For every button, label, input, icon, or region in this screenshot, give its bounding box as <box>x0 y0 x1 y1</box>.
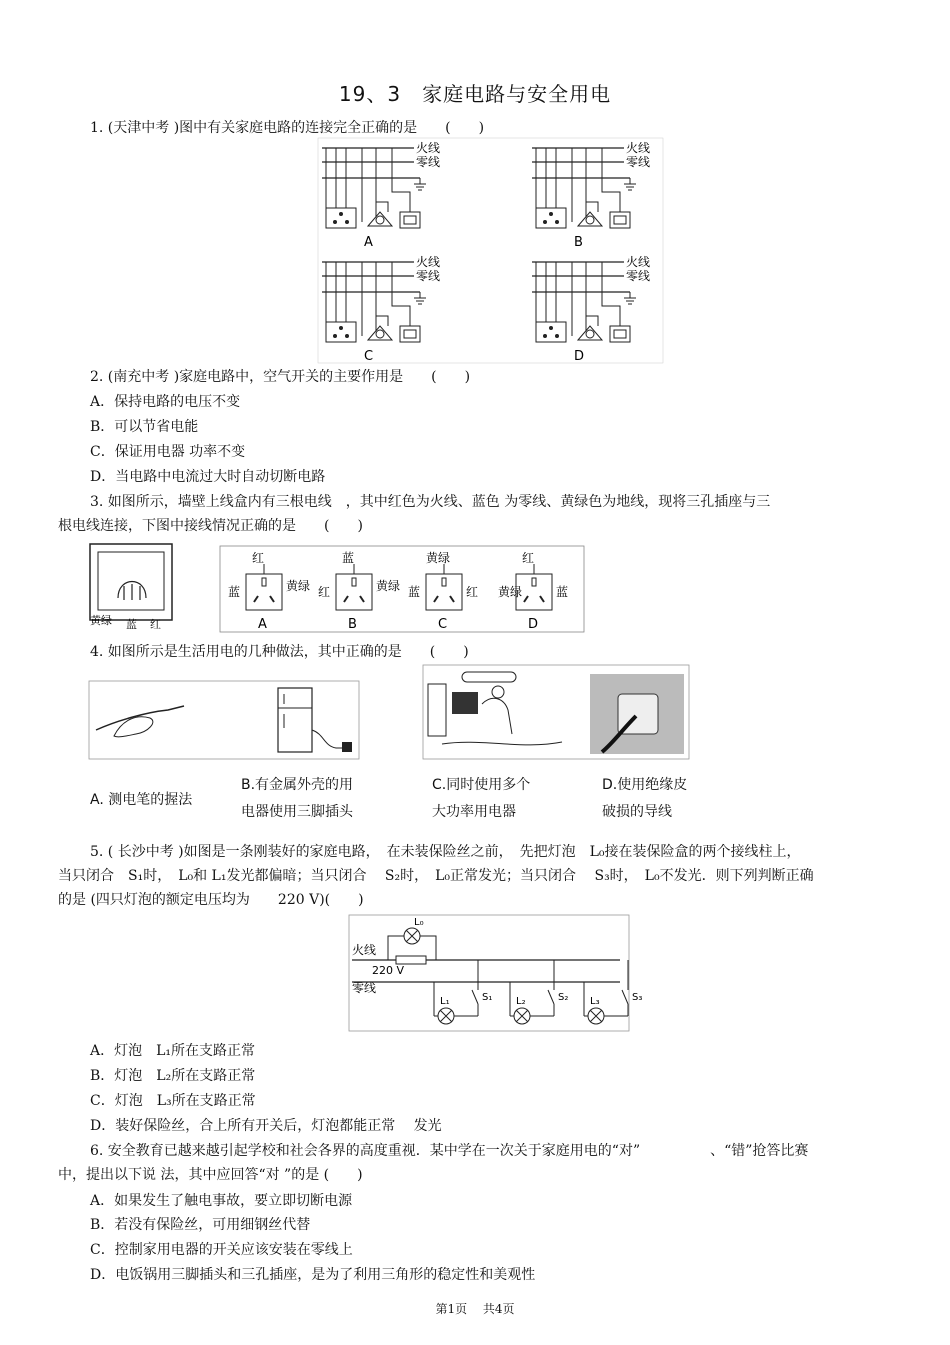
question-5-option-d: D．装好保险丝，合上所有开关后，灯泡都能正常 发光 <box>90 1118 442 1134</box>
socket-left-wire-label: 红 <box>318 585 331 599</box>
socket-option-label: D <box>528 617 539 632</box>
ground-icon <box>414 178 426 190</box>
ground-icon <box>624 292 636 304</box>
appliance-icon <box>428 684 446 736</box>
question-5-option-a: A．灯泡 L₁所在支路正常 <box>90 1043 256 1059</box>
question-2-option-d: D．当电路中电流过大时自动切断电路 <box>90 469 326 485</box>
three-hole-socket-icon <box>536 322 566 342</box>
question-4-option-d-line2: 破损的导线 <box>602 804 672 820</box>
neutral-wire-label: 零线 <box>626 269 651 283</box>
question-6-option-c: C．控制家用电器的开关应该安装在零线上 <box>90 1242 353 1258</box>
question-5-line2: 当只闭合 S₁时， L₀和 L₁发光都偏暗；当只闭合 S₂时， L₀正常发光；当只闭合 S₃时， L₀不发光．则下列判断正确 <box>58 868 814 884</box>
wire-label-blue: 蓝 <box>126 618 137 631</box>
question-2-option-c: C．保证用电器 功率不变 <box>90 444 246 460</box>
circuit-panel-label: C <box>364 349 374 364</box>
switch-icon <box>610 326 630 342</box>
neutral-wire-label: 零线 <box>352 981 377 995</box>
question-1-figure <box>318 138 663 363</box>
question-4-figure-cd <box>422 664 690 760</box>
socket-right-wire-label: 蓝 <box>556 585 569 599</box>
question-6-option-b: B．若没有保险丝，可用细钢丝代替 <box>90 1217 311 1233</box>
question-6-option-a: A．如果发生了触电事故，要立即切断电源 <box>90 1193 353 1209</box>
lamp-label: L₁ <box>440 996 450 1007</box>
hot-wire-label: 火线 <box>416 255 441 269</box>
socket-top-wire-label: 红 <box>252 551 265 565</box>
question-4-stem: 4. 如图所示是生活用电的几种做法，其中正确的是 ( ) <box>90 644 469 660</box>
question-5-option-b: B．灯泡 L₂所在支路正常 <box>90 1068 256 1084</box>
question-5-circuit-figure <box>348 914 643 1032</box>
question-4-option-b-line1: B.有金属外壳的用 <box>241 777 354 793</box>
circuit-panel-b <box>532 140 650 250</box>
hot-wire-label: 火线 <box>626 141 651 155</box>
socket-option-label: B <box>348 617 357 632</box>
hand-icon <box>114 717 153 737</box>
ground-icon <box>414 292 426 304</box>
question-3-stem-line2: 根电线连接，下图中接线情况正确的是 ( ) <box>58 518 363 534</box>
three-hole-socket-icon <box>536 208 566 228</box>
question-4-figure-ab <box>88 680 360 760</box>
question-2-option-b: B．可以节省电能 <box>90 419 199 435</box>
circuit-panel-a <box>322 140 440 250</box>
socket-option-a <box>228 551 310 632</box>
three-hole-socket-icon <box>326 208 356 228</box>
lamp-label: L₃ <box>590 996 600 1007</box>
neutral-wire-label: 零线 <box>416 269 441 283</box>
question-2-stem: 2. (南充中考 )家庭电路中，空气开关的主要作用是 ( ) <box>90 369 471 385</box>
branch-3 <box>584 960 642 1024</box>
branch-2 <box>510 960 568 1024</box>
socket-top-wire-label: 黄绿 <box>426 551 451 565</box>
fuse-box <box>396 956 426 964</box>
question-3-wall-box-figure <box>88 542 176 632</box>
switch-icon <box>472 990 478 1004</box>
socket-top-wire-label: 红 <box>522 551 535 565</box>
lamp-label: L₂ <box>516 996 526 1007</box>
wire-label-red: 红 <box>150 618 161 631</box>
wire-label-yellow-green: 黄绿 <box>90 614 112 627</box>
refrigerator-icon <box>278 688 312 752</box>
branch-1 <box>434 960 492 1024</box>
socket-right-wire-label: 红 <box>466 585 479 599</box>
socket-top-wire-label: 蓝 <box>342 551 355 565</box>
question-5-line1: 5. ( 长沙中考 )如图是一条刚装好的家庭电路， 在未装保险丝之前， 先把灯泡 L₀接在装保险盒的两个接线柱上， <box>90 844 801 860</box>
ground-icon <box>624 178 636 190</box>
page-title: 19、3 家庭电路与安全用电 <box>338 82 612 106</box>
question-4-option-d-line1: D.使用绝缘皮 <box>602 777 688 793</box>
three-hole-socket-icon <box>326 322 356 342</box>
socket-option-b <box>318 550 400 632</box>
socket-option-label: A <box>258 617 267 632</box>
socket-right-wire-label: 黄绿 <box>286 579 311 593</box>
neutral-wire-label: 零线 <box>626 155 651 169</box>
socket-left-wire-label: 蓝 <box>228 585 241 599</box>
question-5-line3: 的是 (四只灯泡的额定电压均为 220 V)( ) <box>58 892 364 908</box>
switch-icon <box>610 212 630 228</box>
voltage-label: 220 V <box>372 964 405 977</box>
circuit-panel-d <box>532 254 650 364</box>
lamp-l0-label: L₀ <box>414 917 424 928</box>
socket-left-wire-label: 黄绿 <box>498 585 523 599</box>
socket-left-wire-label: 蓝 <box>408 585 421 599</box>
socket-option-c <box>408 551 478 632</box>
switch-icon <box>400 212 420 228</box>
switch-label: S₂ <box>558 992 569 1003</box>
question-6-option-d: D．电饭锅用三脚插头和三孔插座，是为了利用三角形的稳定性和美观性 <box>90 1267 536 1283</box>
speech-bubble-icon <box>462 672 516 682</box>
question-4-option-a: A. 测电笔的握法 <box>90 792 193 808</box>
socket-option-label: C <box>438 617 448 632</box>
switch-icon <box>400 326 420 342</box>
circuit-panel-label: B <box>574 235 583 250</box>
tester-pen-icon <box>96 706 184 730</box>
circuit-panel-label: A <box>364 235 373 250</box>
switch-icon <box>548 990 554 1004</box>
question-1-stem: 1. (天津中考 )图中有关家庭电路的连接完全正确的是 ( ) <box>90 120 485 136</box>
person-icon <box>482 698 512 734</box>
question-6-line1: 6. 安全教育已越来越引起学校和社会各界的高度重视．某中学在一次关于家庭用电的“对” 、“错”抢答比赛 <box>90 1143 809 1159</box>
page-number: 第1页 <box>435 1302 468 1316</box>
question-4-option-b-line2: 电器使用三脚插头 <box>241 804 353 820</box>
page-footer <box>0 1300 950 1317</box>
socket-option-d <box>498 551 568 632</box>
question-6-line2: 中，提出以下说 法，其中应回答“对 ”的是 ( ) <box>58 1167 363 1183</box>
question-3-stem-line1: 3. 如图所示，墙壁上线盒内有三根电线 ，其中红色为火线、蓝色 为零线、黄绿色为地线，现将三孔插座与三 <box>90 494 771 510</box>
computer-icon <box>452 692 478 714</box>
three-pin-plug-icon <box>342 742 352 752</box>
circuit-panel-label: D <box>574 349 585 364</box>
neutral-wire-label: 零线 <box>416 155 441 169</box>
question-3-sockets-figure <box>220 546 585 634</box>
hot-wire-label: 火线 <box>352 943 377 957</box>
question-4-option-c-line2: 大功率用电器 <box>432 804 516 820</box>
page-total: 共4页 <box>482 1302 515 1316</box>
switch-label: S₁ <box>482 992 493 1003</box>
switch-icon <box>622 990 628 1004</box>
socket-right-wire-label: 黄绿 <box>376 579 401 593</box>
switch-label: S₃ <box>632 992 643 1003</box>
question-2-option-a: A．保持电路的电压不变 <box>90 394 241 410</box>
question-4-option-c-line1: C.同时使用多个 <box>432 777 531 793</box>
circuit-panel-c <box>322 254 440 364</box>
hot-wire-label: 火线 <box>416 141 441 155</box>
hot-wire-label: 火线 <box>626 255 651 269</box>
question-5-option-c: C．灯泡 L₃所在支路正常 <box>90 1093 256 1109</box>
